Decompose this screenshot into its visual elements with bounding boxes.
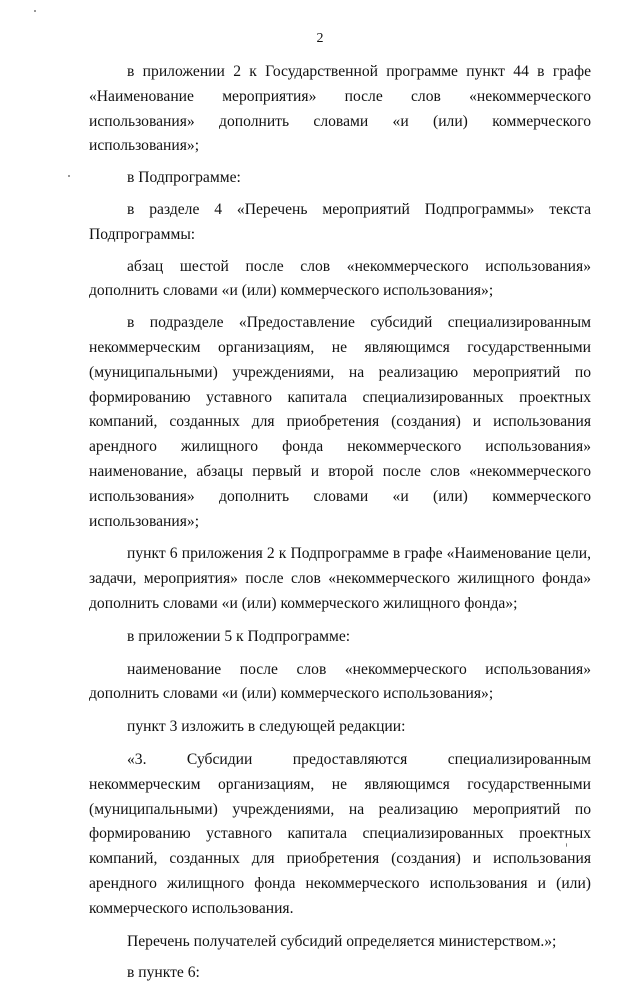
scan-speck	[34, 10, 36, 12]
paragraph: в Подпрограмме:	[127, 169, 241, 187]
document-body	[89, 60, 591, 986]
scan-speck	[68, 175, 70, 177]
paragraph: пункт 3 изложить в следующей редакции:	[127, 718, 406, 736]
paragraph: «3. Субсидии предоставляются специализированным некоммерческим организациям, не являющимся государственными (муниципальными) учреждениями, на реализацию мероприятий по формированию уставного капитала специализированных проектных компаний, созданных для приобретения (создания) и использования арендного жилищного фонда некоммерческого использования и (или) коммерческого использования.	[89, 750, 591, 917]
paragraph: абзац шестой после слов «некоммерческого использования» дополнить словами «и (или) коммерческого использования»;	[89, 257, 591, 300]
paragraph: в приложении 5 к Подпрограмме:	[127, 627, 351, 645]
page-number: 2	[316, 31, 324, 46]
paragraph: наименование после слов «некоммерческого использования» дополнить словами «и (или) коммерческого использования»;	[89, 660, 591, 703]
paragraph: в разделе 4 «Перечень мероприятий Подпрограммы» текста Подпрограммы:	[89, 200, 591, 243]
paragraph: в подразделе «Предоставление субсидий специализированным некоммерческим организациям, не являющимся государственными (муниципальными) учреждениями, на реализацию мероприятий по формированию уставного капитала специализированных проектных компаний, созданных для приобретения (создания) и использования арендного жилищного фонда некоммерческого использования» наименование, абзацы первый и второй после слов «некоммерческого использования» дополнить словами «и (или) коммерческого использования»;	[89, 314, 591, 530]
scan-speck	[566, 843, 567, 847]
paragraph: Перечень получателей субсидий определяется министерством.»;	[127, 932, 557, 950]
paragraph: в пункте 6:	[127, 964, 200, 982]
paragraph: в приложении 2 к Государственной программе пункт 44 в графе «Наименование мероприятия» после слов «некоммерческого использования» дополнить словами «и (или) коммерческого использования»;	[89, 63, 591, 155]
paragraph: пункт 6 приложения 2 к Подпрограмме в графе «Наименование цели, задачи, мероприятия» после слов «некоммерческого жилищного фонда» дополнить словами «и (или) коммерческого жилищного фонда»;	[89, 545, 591, 612]
